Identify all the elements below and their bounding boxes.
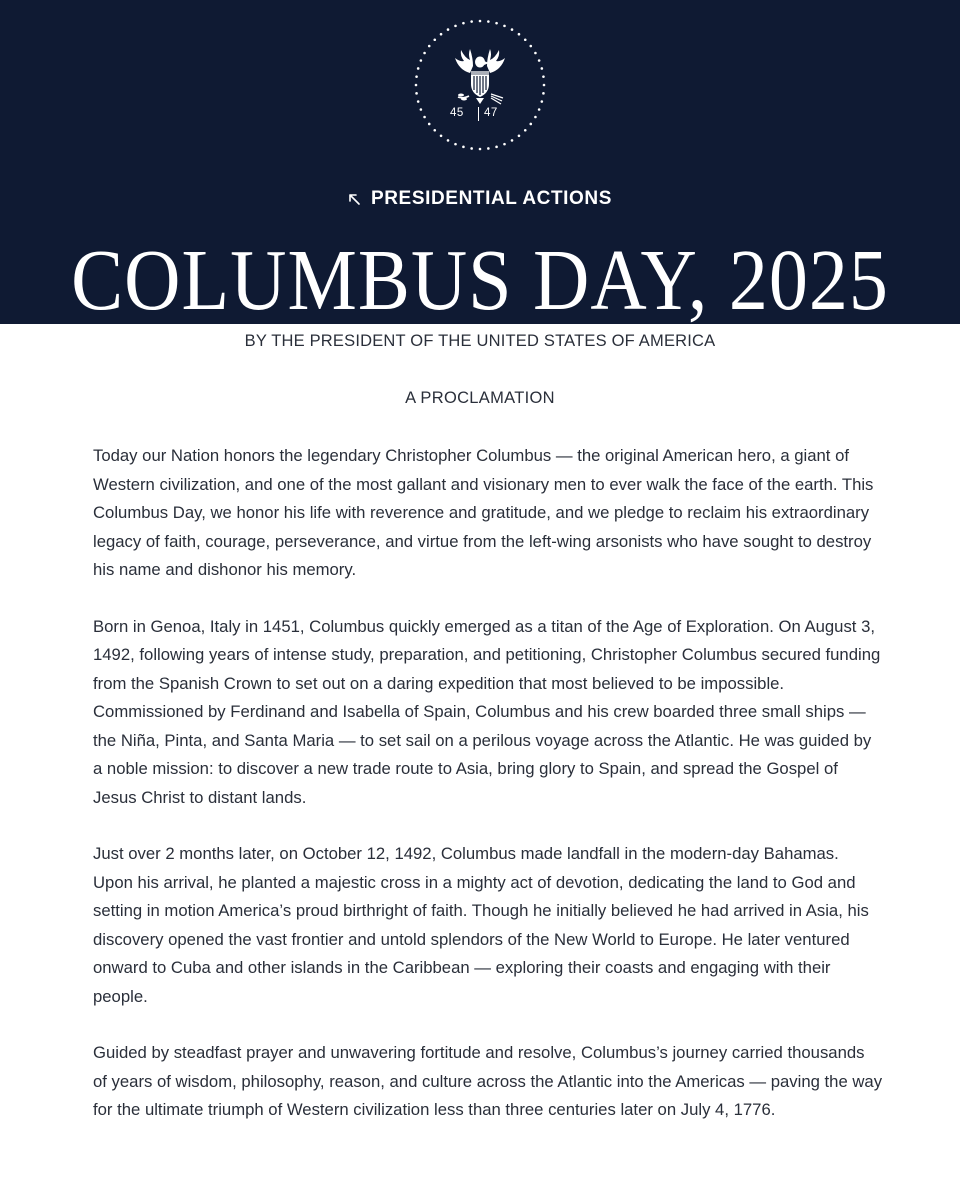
seal-star <box>415 92 418 95</box>
seal-star <box>415 84 418 87</box>
seal-star <box>423 116 426 119</box>
seal-star <box>534 52 537 55</box>
seal-star <box>454 25 457 28</box>
seal-star <box>542 92 545 95</box>
seal-star <box>538 108 541 111</box>
seal-star <box>543 84 546 87</box>
seal-star <box>487 20 490 23</box>
seal-star <box>440 134 443 137</box>
seal-star <box>529 45 532 48</box>
seal-divider <box>478 107 479 121</box>
seal-star <box>534 116 537 119</box>
seal-star <box>447 28 450 31</box>
body-paragraph: Guided by steadfast prayer and unwavering fortitude and resolve, Columbus’s journey carried thousands of years of wisdom, philosophy, reason, and culture across the Atlantic into the Americas — paving the way for the ultimate triumph of Western civilization less than three centuries later on July 4, 1776. <box>93 1043 883 1119</box>
seal-number-left: 45 <box>450 107 464 119</box>
seal-star <box>470 147 473 150</box>
seal-star <box>503 143 506 146</box>
presidential-seal <box>411 16 549 154</box>
seal-star <box>417 67 420 70</box>
seal-star <box>495 146 498 149</box>
presidential-actions-link[interactable] <box>0 188 960 210</box>
proclamation-heading: A PROCLAMATION <box>405 389 555 407</box>
byline: BY THE PRESIDENT OF THE UNITED STATES OF AMERICA <box>244 332 716 350</box>
seal-star <box>524 38 527 41</box>
seal-star <box>440 33 443 36</box>
seal-star <box>479 148 482 151</box>
seal-star <box>518 33 521 36</box>
body-paragraph: Just over 2 months later, on October 12, 1492, Columbus made landfall in the modern-day Bahamas. Upon his arrival, he planted a majestic cross in a mighty act of devotion, dedicating the land to God and setting in motion America’s proud birthright of faith. Though he initially believed he had arrived in Asia, his discovery opened the vast frontier and untold splendors of the New World to Europe. He later ventured onward to Cuba and other islands in the Caribbean — exploring their coasts and engaging with their people. <box>93 844 869 1006</box>
page-title: COLUMBUS DAY, 2025 <box>71 230 889 324</box>
seal-star <box>487 147 490 150</box>
seal-star <box>423 52 426 55</box>
seal-number-right: 47 <box>484 107 498 119</box>
seal-star <box>524 129 527 132</box>
seal-star <box>417 100 420 103</box>
page-header <box>0 0 960 324</box>
seal-star <box>420 59 423 62</box>
proclamation-content <box>0 332 960 1125</box>
seal-star <box>511 28 514 31</box>
seal-star <box>538 59 541 62</box>
seal-star <box>511 139 514 142</box>
section-link-label: PRESIDENTIAL ACTIONS <box>370 188 613 209</box>
eagle-seal-icon <box>411 16 549 154</box>
seal-star <box>428 45 431 48</box>
body-paragraph: Born in Genoa, Italy in 1451, Columbus quickly emerged as a titan of the Age of Exploration. On August 3, 1492, following years of intense study, preparation, and petitioning, Christopher Columbus secured funding from the Spanish Crown to set out on a daring expedition that most believed to be impossible. Commissioned by Ferdinand and Isabella of Spain, Columbus and his crew boarded three small ships — the Niña, Pinta, and Santa Maria — to set sail on a perilous voyage across the Atlantic. He was guided by a noble mission: to discover a new trade route to Asia, bring glory to Spain, and spread the Gospel of Jesus Christ to distant lands. <box>93 616 881 807</box>
seal-star <box>542 75 545 78</box>
seal-star <box>433 129 436 132</box>
seal-star <box>479 20 482 23</box>
seal-star <box>415 75 418 78</box>
seal-star <box>454 143 457 146</box>
seal-star <box>462 146 465 149</box>
seal-star <box>428 123 431 126</box>
seal-star <box>503 25 506 28</box>
seal-star <box>447 139 450 142</box>
seal-star <box>529 123 532 126</box>
seal-star <box>518 134 521 137</box>
arrow-up-left-icon <box>348 193 361 206</box>
seal-star <box>495 22 498 25</box>
proclamation-body <box>93 442 883 1125</box>
seal-star <box>433 38 436 41</box>
seal-star <box>541 100 544 103</box>
seal-star <box>470 20 473 23</box>
seal-star <box>420 108 423 111</box>
seal-star <box>462 22 465 25</box>
seal-star <box>541 67 544 70</box>
body-paragraph: Today our Nation honors the legendary Christopher Columbus — the original American hero, a giant of Western civilization, and one of the most gallant and visionary men to ever walk the face of the earth. This Columbus Day, we honor his life with reverence and gratitude, and we pledge to reclaim his extraordinary legacy of faith, courage, perseverance, and virtue from the left-wing arsonists who have sought to destroy his name and dishonor his memory. <box>93 446 874 579</box>
